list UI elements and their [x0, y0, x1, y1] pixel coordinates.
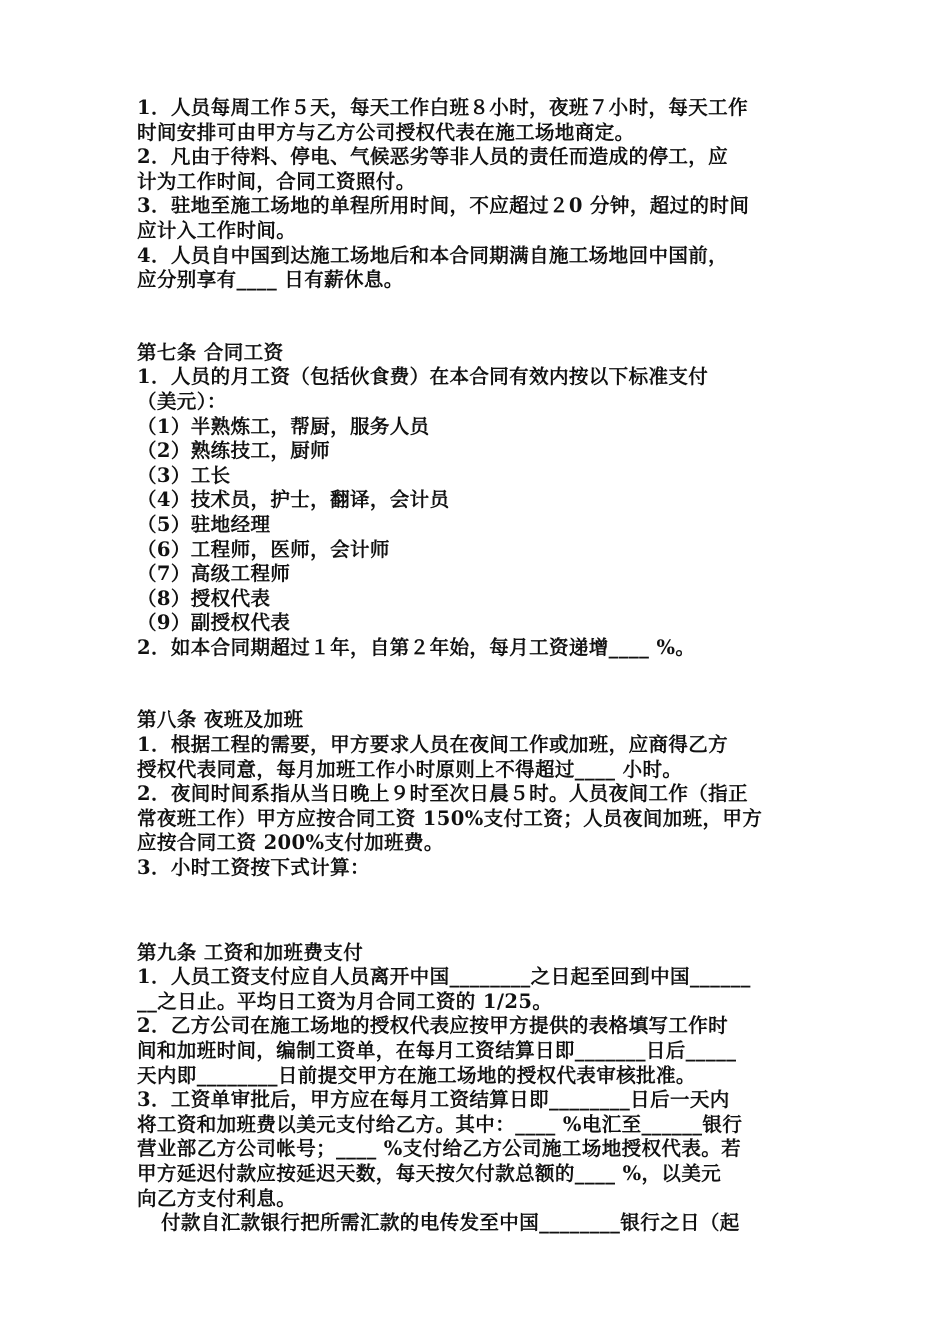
list-item: （4）技术员，护士，翻译，会计员: [137, 488, 450, 512]
paragraph-line: 4．人员自中国到达施工场地后和本合同期满自施工场地回中国前，: [137, 243, 729, 267]
section-6-clauses: [137, 96, 817, 293]
paragraph-line: 计为工作时间，合同工资照付。: [137, 169, 416, 193]
paragraph-line: 付款自汇款银行把所需汇款的电传发至中国________银行之日（起: [161, 1211, 740, 1235]
section-9-title: 第九条 工资和加班费支付: [137, 940, 364, 964]
section-spacer: [137, 660, 817, 708]
section-7-title: 第七条 合同工资: [137, 340, 284, 364]
list-item: （2）熟练技工，厨师: [137, 439, 331, 463]
list-item: （8）授权代表: [137, 586, 271, 610]
list-item: （5）驻地经理: [137, 512, 271, 536]
paragraph-line: 1．人员工资支付应自人员离开中国________之日起至回到中国______: [137, 965, 751, 989]
list-item: （3）工长: [137, 463, 231, 487]
paragraph-line: 3．驻地至施工场地的单程所用时间，不应超过２0 分钟，超过的时间: [137, 194, 750, 218]
paragraph-line: 1．根据工程的需要，甲方要求人员在夜间工作或加班，应商得乙方: [137, 733, 729, 757]
paragraph-line: 应分别享有____ 日有薪休息。: [137, 268, 404, 292]
paragraph-line: 2．夜间时间系指从当日晚上９时至次日晨５时。人员夜间工作（指正: [137, 782, 748, 806]
paragraph-line: 3．工资单审批后，甲方应在每月工资结算日即________日后一天内: [137, 1088, 730, 1112]
paragraph-line: 1．人员的月工资（包括伙食费）在本合同有效内按以下标准支付: [137, 365, 709, 389]
section-spacer: [137, 881, 817, 941]
paragraph-line: 应按合同工资 200%支付加班费。: [137, 831, 444, 855]
section-8: [137, 708, 817, 880]
document-body: [137, 96, 817, 1236]
paragraph-line: __之日止。平均日工资为月合同工资的 1/25。: [137, 989, 553, 1013]
paragraph-line: 时间安排可由甲方与乙方公司授权代表在施工场地商定。: [137, 120, 635, 144]
paragraph-line: 向乙方支付利息。: [137, 1186, 297, 1210]
paragraph-line: 3．小时工资按下式计算：: [137, 856, 370, 880]
list-item: （6）工程师，医师，会计师: [137, 537, 390, 561]
section-9: [137, 941, 817, 1236]
paragraph-line: 间和加班时间，编制工资单，在每月工资结算日即_______日后_____: [137, 1039, 737, 1062]
section-7: [137, 341, 817, 661]
list-item: （7）高级工程师: [137, 562, 291, 586]
paragraph-line: 2．凡由于待料、停电、气候恶劣等非人员的责任而造成的停工，应: [137, 145, 729, 169]
paragraph-line: 天内即________日前提交甲方在施工场地的授权代表审核批准。: [137, 1063, 696, 1087]
paragraph-line: 1．人员每周工作５天，每天工作白班８小时，夜班７小时，每天工作: [137, 96, 748, 119]
paragraph-line: 2．如本合同期超过１年，自第２年始，每月工资递增____ %。: [137, 635, 696, 659]
paragraph-line: 将工资和加班费以美元支付给乙方。其中：____ %电汇至______银行: [137, 1112, 743, 1136]
paragraph-line: 授权代表同意，每月加班工作小时原则上不得超过____ 小时。: [137, 757, 683, 781]
paragraph-line: 甲方延迟付款应按延迟天数，每天按欠付款总额的____ %，以美元: [137, 1161, 722, 1185]
section-8-title: 第八条 夜班及加班: [137, 708, 304, 732]
paragraph-line: 常夜班工作）甲方应按合同工资 150%支付工资；人员夜间加班，甲方: [137, 806, 763, 830]
paragraph-line: （美元）：: [137, 389, 227, 413]
paragraph-line: 应计入工作时间。: [137, 218, 297, 242]
list-item: （1）半熟炼工，帮厨，服务人员: [137, 414, 430, 438]
list-item: （9）副授权代表: [137, 611, 291, 635]
paragraph-line: 营业部乙方公司帐号；____ %支付给乙方公司施工场地授权代表。若: [137, 1137, 742, 1161]
paragraph-line: 2．乙方公司在施工场地的授权代表应按甲方提供的表格填写工作时: [137, 1014, 729, 1038]
section-spacer: [137, 293, 817, 341]
